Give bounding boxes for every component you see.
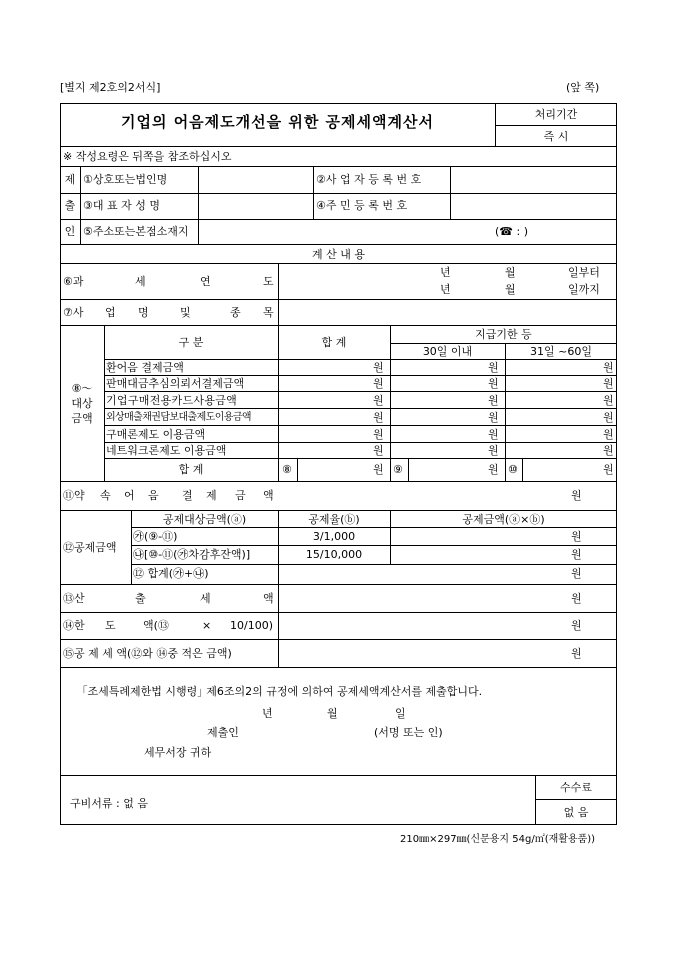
won-unit: 원 bbox=[488, 361, 499, 374]
tax-year-to-day: 일까지 bbox=[568, 283, 600, 296]
tax-year-label: 도 bbox=[263, 275, 274, 288]
submitter-side-char: 인 bbox=[64, 225, 76, 238]
address-label: ⑤주소또는본점소재지 bbox=[83, 225, 189, 238]
attachments: 구비서류 : 없 음 bbox=[70, 797, 148, 810]
resident-reg-label: ④주 민 등 록 번 호 bbox=[316, 199, 408, 212]
won-unit: 원 bbox=[571, 619, 582, 632]
limit-label: 액(⑬ bbox=[143, 619, 169, 632]
won-unit: 원 bbox=[571, 592, 582, 605]
limit-label: × bbox=[202, 619, 212, 632]
deduction-amount-header: 공제금액(ⓐ×ⓑ) bbox=[462, 513, 545, 526]
promissory-label: 액 bbox=[263, 489, 274, 502]
col-header-31-60days: 31일 ~60일 bbox=[530, 345, 592, 358]
won-unit: 원 bbox=[373, 377, 384, 390]
business-label: ⑦사 bbox=[63, 306, 84, 319]
computed-tax-label: 액 bbox=[263, 592, 274, 605]
computed-tax-label: 출 bbox=[135, 592, 146, 605]
won-unit: 원 bbox=[373, 361, 384, 374]
tax-year-label: 연 bbox=[200, 275, 211, 288]
business-reg-field[interactable] bbox=[451, 167, 616, 193]
business-label: 업 bbox=[105, 306, 116, 319]
representative-label: ③대 표 자 성 명 bbox=[83, 199, 160, 212]
won-unit: 원 bbox=[571, 489, 582, 502]
sum-item-9: ⑨ bbox=[393, 463, 403, 476]
processing-period-value: 즉 시 bbox=[543, 130, 569, 143]
form-reference: [별지 제2호의2서식] bbox=[60, 81, 161, 94]
won-unit: 원 bbox=[488, 444, 499, 457]
calculation-header: 계 산 내 용 bbox=[312, 248, 365, 261]
deduction-side-label: ⑫공제금액 bbox=[63, 541, 117, 554]
table-row-label: 기업구매전용카드사용금액 bbox=[106, 394, 238, 407]
company-name-field[interactable] bbox=[199, 167, 313, 193]
col-header-total: 합 계 bbox=[321, 336, 347, 349]
promissory-label: 제 bbox=[206, 489, 217, 502]
won-unit: 원 bbox=[571, 567, 582, 580]
sum-item-10: ⑩ bbox=[508, 463, 518, 476]
won-unit: 원 bbox=[603, 361, 614, 374]
won-unit: 원 bbox=[373, 444, 384, 457]
page-side: (앞 쪽) bbox=[566, 81, 600, 94]
computed-tax-label: 세 bbox=[200, 592, 211, 605]
addressee: 세무서장 귀하 bbox=[144, 746, 212, 759]
submitter-side-char: 제 bbox=[64, 173, 76, 186]
won-unit: 원 bbox=[571, 548, 582, 561]
won-unit: 원 bbox=[373, 463, 384, 476]
won-unit: 원 bbox=[488, 463, 499, 476]
tax-year-from-day: 일부터 bbox=[568, 266, 600, 279]
deduction-target-header: 공제대상금액(ⓐ) bbox=[162, 513, 247, 526]
submitter-sign-label: 제출인 bbox=[207, 726, 239, 739]
won-unit: 원 bbox=[603, 463, 614, 476]
table-row-label: 판매대금추심의뢰서결제금액 bbox=[106, 377, 245, 390]
deduction-row-label: ㉮(⑨-⑪) bbox=[133, 530, 178, 543]
won-unit: 원 bbox=[373, 394, 384, 407]
tax-year-from-month: 월 bbox=[505, 266, 516, 279]
won-unit: 원 bbox=[571, 530, 582, 543]
table-row-label: 외상매출채권담보대출제도이용금액 bbox=[106, 412, 251, 423]
won-unit: 원 bbox=[603, 428, 614, 441]
fee-value: 없 음 bbox=[563, 806, 589, 819]
computed-tax-label: ⑬산 bbox=[63, 592, 85, 605]
won-unit: 원 bbox=[373, 411, 384, 424]
won-unit: 원 bbox=[488, 428, 499, 441]
won-unit: 원 bbox=[603, 411, 614, 424]
target-amount-side: ⑧～ bbox=[71, 382, 93, 395]
tax-year-from-year: 년 bbox=[440, 266, 451, 279]
paper-spec: 210㎜×297㎜(신문용지 54g/㎡(재활용품)) bbox=[400, 834, 596, 845]
promissory-label: 어 bbox=[124, 489, 135, 502]
limit-label: 10/100) bbox=[230, 619, 273, 632]
business-reg-label: ②사 업 자 등 록 번 호 bbox=[316, 173, 422, 186]
promissory-label: 금 bbox=[235, 489, 246, 502]
fee-label: 수수료 bbox=[560, 781, 592, 794]
deduction-rate-value: 15/10,000 bbox=[305, 548, 363, 561]
won-unit: 원 bbox=[488, 377, 499, 390]
col-header-due: 지급기한 등 bbox=[475, 328, 532, 341]
col-header-30days: 30일 이내 bbox=[422, 345, 473, 358]
target-amount-side: 금액 bbox=[71, 412, 93, 425]
deduction-tax-label: ⑮공 제 세 액(⑫와 ⑭중 적은 금액) bbox=[63, 647, 232, 660]
table-row-label: 네트워크론제도 이용금액 bbox=[106, 444, 227, 457]
won-unit: 원 bbox=[488, 394, 499, 407]
deduction-row-label: ㉯[⑩-⑪(㉮차감후잔액)] bbox=[133, 548, 251, 561]
limit-label: 도 bbox=[105, 619, 116, 632]
promissory-label: 결 bbox=[182, 489, 193, 502]
col-header-category: 구 분 bbox=[178, 336, 204, 349]
promissory-label: ⑪약 bbox=[63, 489, 85, 502]
sum-item-8: ⑧ bbox=[282, 463, 292, 476]
won-unit: 원 bbox=[488, 411, 499, 424]
table-row-label: 구매론제도 이용금액 bbox=[106, 428, 206, 441]
submitter-side-char: 출 bbox=[64, 199, 76, 212]
processing-period-label: 처리기간 bbox=[534, 108, 578, 121]
deduction-rate-value: 3/1,000 bbox=[312, 530, 356, 543]
date-year: 년 bbox=[262, 707, 273, 720]
won-unit: 원 bbox=[603, 444, 614, 457]
declaration-text: ｢조세특례제한법 시행령｣ 제6조의2의 규정에 의하여 공제세액계산서를 제출합니다. bbox=[82, 685, 483, 698]
tax-year-label: ⑥과 bbox=[63, 275, 84, 288]
won-unit: 원 bbox=[603, 394, 614, 407]
tax-year-to-year: 년 bbox=[440, 283, 451, 296]
date-month: 월 bbox=[327, 707, 338, 720]
promissory-label: 속 bbox=[100, 489, 111, 502]
resident-reg-field[interactable] bbox=[451, 194, 616, 219]
business-label: 종 bbox=[230, 306, 241, 319]
form-title: 기업의 어음제도개선을 위한 공제세액계산서 bbox=[121, 113, 434, 131]
company-name-label: ①상호또는법인명 bbox=[83, 173, 168, 186]
address-field[interactable] bbox=[199, 220, 616, 244]
target-amount-side: 대상 bbox=[71, 397, 93, 410]
phone-label: (☎ : ) bbox=[495, 225, 528, 238]
won-unit: 원 bbox=[603, 377, 614, 390]
signature-area[interactable]: (서명 또는 인) bbox=[374, 726, 443, 739]
deduction-rate-header: 공제율(ⓑ) bbox=[308, 513, 360, 526]
tax-year-to-month: 월 bbox=[505, 283, 516, 296]
tax-year-label: 세 bbox=[135, 275, 146, 288]
won-unit: 원 bbox=[571, 647, 582, 660]
table-row-label: 환어음 결제금액 bbox=[106, 361, 184, 374]
limit-label: ⑭한 bbox=[63, 619, 85, 632]
sum-row-label: 합 계 bbox=[178, 463, 204, 476]
business-field[interactable] bbox=[279, 300, 616, 325]
representative-field[interactable] bbox=[199, 194, 313, 219]
date-day: 일 bbox=[395, 707, 406, 720]
won-unit: 원 bbox=[373, 428, 384, 441]
business-label: 및 bbox=[180, 306, 191, 319]
business-label: 목 bbox=[263, 306, 274, 319]
deduction-sum-label: ⑫ 합계(㉮+㉯) bbox=[133, 567, 209, 580]
instruction-note: ※ 작성요령은 뒤쪽을 참조하십시오 bbox=[63, 150, 232, 163]
promissory-label: 음 bbox=[148, 489, 159, 502]
business-label: 명 bbox=[138, 306, 149, 319]
